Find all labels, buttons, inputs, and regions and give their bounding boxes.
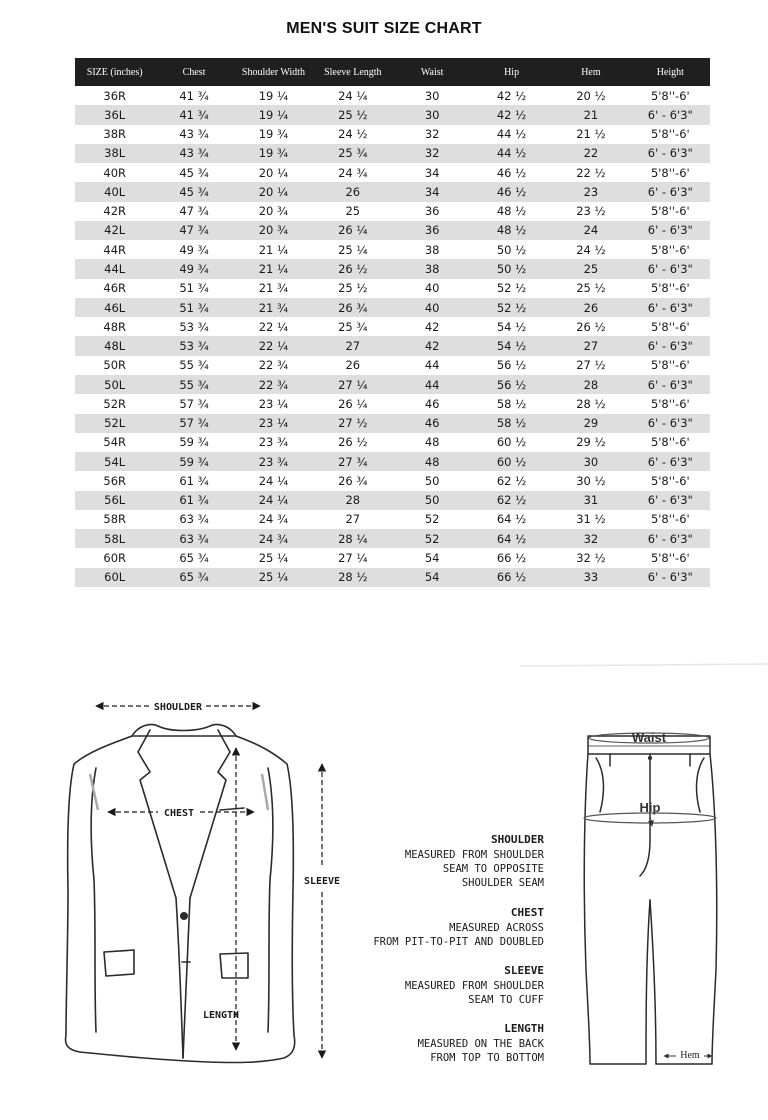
table-cell: 46R [103,281,126,296]
table-cell: 6' - 6'3" [631,529,710,548]
table-cell: 27 ½ [576,358,606,373]
table-cell: 40R [103,165,126,180]
table-cell: 27 ¼ [338,551,368,565]
desc-shoulder-heading: SHOULDER [491,833,544,846]
table-cell: 23 ¾ [258,435,289,450]
waist-measure [589,730,709,745]
waist-label: Waist [631,730,667,745]
table-cell: 63 ¾ [154,529,233,548]
table-cell: 44 [424,358,440,373]
table-cell: 40 [393,298,472,317]
table-cell: 30 [551,452,630,471]
table-row [75,86,710,105]
table-cell: 62 ½ [496,473,527,488]
table-row [75,221,710,240]
table-row [75,240,710,259]
hem-label: Hem [680,1050,700,1061]
table-cell: 42R [103,204,126,219]
column-header: Shoulder Width [234,58,313,86]
table-row [75,336,710,355]
column-header: Chest [154,58,233,86]
table-cell: 5'8''-6' [650,165,690,180]
table-cell: 58L [75,529,154,548]
table-cell: 26 ¼ [338,396,368,411]
desc-length-heading: LENGTH [504,1022,544,1035]
table-cell: 20 ½ [576,88,606,103]
table-cell: 31 [551,491,630,510]
table-cell: 47 ¾ [154,221,233,240]
table-cell: 20 ¼ [258,165,289,180]
table-cell: 42 [424,319,440,334]
table-cell: 40L [75,182,154,201]
table-cell: 52 ½ [496,281,527,296]
table-cell: 48 ½ [496,204,527,219]
table-row [75,356,710,375]
table-row [75,510,710,529]
table-cell: 48 [424,435,440,450]
table-cell: 55 ¾ [154,375,233,394]
table-cell: 60 ½ [472,452,551,471]
jacket-illustration [66,724,295,1062]
table-row [75,163,710,182]
table-cell: 6' - 6'3" [631,144,710,163]
table-cell: 55 ¾ [179,358,209,373]
table-cell: 47 ¾ [179,204,209,219]
desc-chest-heading: CHEST [510,906,544,919]
table-cell: 22 ¼ [234,336,313,355]
table-cell: 60 ½ [496,435,527,450]
desc-length-line: FROM TOP TO BOTTOM [430,1052,544,1064]
table-cell: 54R [103,435,126,450]
table-cell: 33 [551,568,630,587]
table-cell: 24 ¾ [234,529,313,548]
table-cell: 44R [103,242,126,257]
table-cell: 24 ½ [576,242,606,257]
table-cell: 27 ¾ [313,452,392,471]
table-cell: 6' - 6'3" [631,452,710,471]
table-cell: 24 ½ [338,127,368,142]
table-cell: 21 ¾ [234,298,313,317]
table-cell: 48 ½ [472,221,551,240]
table-cell: 5'8''-6' [650,88,690,103]
table-cell: 52 [393,529,472,548]
table-cell: 26 ¾ [313,298,392,317]
desc-length-line: MEASURED ON THE BACK [417,1038,544,1050]
table-cell: 5'8''-6' [650,512,690,527]
table-cell: 22 ¼ [258,319,289,334]
table-cell: 52 [424,512,440,527]
table-cell: 31 ½ [576,512,606,527]
table-cell: 61 ¾ [179,473,209,488]
table-cell: 5'8''-6' [650,396,690,411]
table-cell: 24 ¼ [338,88,368,103]
table-cell: 5'8''-6' [650,358,690,373]
table-cell: 56 ½ [472,375,551,394]
table-row [75,317,710,336]
table-cell: 21 ¼ [234,259,313,278]
table-row [75,375,710,394]
table-cell: 28 [551,375,630,394]
desc-sleeve-line: SEAM TO CUFF [468,994,544,1006]
table-cell: 63 ¾ [179,512,209,527]
table-cell: 20 ¾ [234,221,313,240]
table-cell: 49 ¾ [179,242,209,257]
table-row [75,125,710,144]
table-cell: 26 ¾ [338,473,368,488]
table-cell: 61 ¾ [154,491,233,510]
table-row [75,568,710,587]
table-cell: 38L [75,144,154,163]
desc-sleeve-heading: SLEEVE [504,964,544,977]
table-cell: 59 ¾ [154,452,233,471]
desc-shoulder-line: SHOULDER SEAM [461,877,544,889]
desc-chest-line: MEASURED ACROSS [449,922,544,934]
table-header-row [75,58,710,86]
table-cell: 48R [103,319,126,334]
table-cell: 50R [103,358,126,373]
table-cell: 26 ½ [313,259,392,278]
table-cell: 50 [393,491,472,510]
table-cell: 25 ¾ [313,144,392,163]
hem-measure [664,1048,712,1061]
table-cell: 43 ¾ [179,127,209,142]
pants-illustration [584,736,716,1064]
table-cell: 53 ¾ [154,336,233,355]
table-cell: 54L [75,452,154,471]
table-cell: 6' - 6'3" [631,491,710,510]
page-title: MEN'S SUIT SIZE CHART [286,20,482,37]
table-cell: 58R [103,512,126,527]
table-cell: 48 [393,452,472,471]
column-header: Hem [551,58,630,86]
table-cell: 42 [393,336,472,355]
table-cell: 42 ½ [472,105,551,124]
table-cell: 44 ½ [496,127,527,142]
table-cell: 21 ¼ [258,242,289,257]
table-cell: 21 ¾ [258,281,289,296]
table-cell: 28 ½ [313,568,392,587]
table-cell: 43 ¾ [154,144,233,163]
table-cell: 54 [424,551,440,565]
table-cell: 27 [313,336,392,355]
table-cell: 20 ¼ [234,182,313,201]
table-cell: 5'8''-6' [650,473,690,488]
column-header: Waist [393,58,472,86]
table-cell: 6' - 6'3" [631,375,710,394]
table-cell: 32 ½ [576,551,606,565]
table-cell: 27 [551,336,630,355]
measurement-descriptions [373,833,544,1064]
table-cell: 6' - 6'3" [631,221,710,240]
table-cell: 66 ½ [496,551,527,565]
table-cell: 25 ¾ [338,319,368,334]
table-cell: 48L [75,336,154,355]
table-cell: 40 [424,281,440,296]
table-cell: 41 ¾ [179,88,209,103]
table-cell: 52R [103,396,126,411]
table-cell: 38 [424,242,440,257]
table-cell: 52 ½ [472,298,551,317]
table-cell: 36R [103,88,126,103]
table-cell: 30 ½ [576,473,606,488]
shoulder-measure [96,702,260,713]
table-row [75,182,710,201]
table-cell: 32 [551,529,630,548]
table-cell: 50 [424,473,440,488]
table-cell: 38R [103,127,126,142]
table-cell: 65 ¾ [154,568,233,587]
table-cell: 5'8''-6' [650,281,690,296]
table-cell: 57 ¾ [179,396,209,411]
table-cell: 22 [551,144,630,163]
table-row [75,279,710,298]
table-cell: 5'8''-6' [650,551,690,565]
table-cell: 65 ¾ [179,551,209,565]
table-cell: 25 [551,259,630,278]
column-header: Height [631,58,710,86]
table-cell: 46 ½ [472,182,551,201]
table-cell: 58 ½ [496,396,527,411]
table-cell: 50 ½ [496,242,527,257]
table-cell: 26 ½ [576,319,606,334]
table-cell: 30 [393,105,472,124]
table-cell: 64 ½ [472,529,551,548]
table-cell: 24 ¾ [258,512,289,527]
table-cell: 6' - 6'3" [631,568,710,587]
table-cell: 22 ½ [576,165,606,180]
table-cell: 29 [551,414,630,433]
table-cell: 6' - 6'3" [631,336,710,355]
table-cell: 50 ½ [472,259,551,278]
column-header: SIZE (inches) [75,58,154,86]
table-cell: 49 ¾ [154,259,233,278]
table-cell: 28 ½ [576,396,606,411]
table-row [75,452,710,471]
table-cell: 23 ½ [576,204,606,219]
table-cell: 19 ¾ [258,127,289,142]
table-cell: 52L [75,414,154,433]
table-cell: 22 ¾ [234,375,313,394]
table-cell: 19 ¾ [234,144,313,163]
shoulder-label: SHOULDER [153,702,203,713]
table-cell: 42L [75,221,154,240]
table-cell: 6' - 6'3" [631,105,710,124]
table-cell: 24 ¼ [234,491,313,510]
table-row [75,259,710,278]
column-header: Hip [472,58,551,86]
table-cell: 26 ¼ [313,221,392,240]
desc-shoulder-line: MEASURED FROM SHOULDER [404,849,544,861]
table-cell: 60L [75,568,154,587]
table-cell: 25 ¼ [258,551,289,565]
table-row [75,202,710,221]
column-header: Sleeve Length [313,58,392,86]
table-cell: 42 ½ [496,88,527,103]
table-cell: 60R [103,551,126,565]
desc-shoulder-line: SEAM TO OPPOSITE [442,863,544,875]
table-cell: 26 [551,298,630,317]
table-cell: 21 ½ [576,127,606,142]
table-row [75,298,710,317]
table-cell: 24 ¾ [338,165,368,180]
table-cell: 28 ¼ [313,529,392,548]
table-cell: 30 [424,88,440,103]
table-cell: 46 ½ [496,165,527,180]
table-cell: 66 ½ [472,568,551,587]
table-cell: 23 ¼ [234,414,313,433]
table-cell: 32 [393,144,472,163]
table-cell: 62 ½ [472,491,551,510]
table-cell: 59 ¾ [179,435,209,450]
table-cell: 19 ¼ [234,105,313,124]
chest-label: CHEST [163,808,195,819]
table-cell: 6' - 6'3" [631,259,710,278]
table-cell: 56R [103,473,126,488]
table-cell: 58 ½ [472,414,551,433]
table-cell: 44 [393,375,472,394]
table-row [75,548,710,567]
table-row [75,394,710,413]
table-cell: 54 [393,568,472,587]
table-cell: 24 [551,221,630,240]
table-cell: 5'8''-6' [650,435,690,450]
table-row [75,105,710,124]
table-cell: 23 [551,182,630,201]
table-cell: 45 ¾ [154,182,233,201]
table-cell: 25 [345,204,361,219]
jacket-button [180,912,188,920]
table-row [75,471,710,490]
table-cell: 22 ¾ [258,358,289,373]
hip-label: Hip [639,800,661,815]
table-cell: 6' - 6'3" [631,182,710,201]
table-cell: 5'8''-6' [650,204,690,219]
table-cell: 38 [393,259,472,278]
length-label: LENGTH [202,1010,240,1021]
table-cell: 53 ¾ [179,319,209,334]
table-cell: 29 ½ [576,435,606,450]
table-row [75,433,710,452]
table-cell: 57 ¾ [154,414,233,433]
table-cell: 19 ¼ [258,88,289,103]
table-row [75,144,710,163]
table-cell: 25 ¼ [234,568,313,587]
table-cell: 23 ¾ [234,452,313,471]
table-cell: 6' - 6'3" [631,414,710,433]
table-row [75,529,710,548]
table-cell: 56 ½ [496,358,527,373]
size-chart-table [75,58,710,587]
table-cell: 44 ½ [472,144,551,163]
table-cell: 5'8''-6' [650,242,690,257]
table-cell: 46 [393,414,472,433]
table-cell: 26 [345,358,361,373]
table-cell: 27 [345,512,361,527]
table-cell: 51 ¾ [179,281,209,296]
table-cell: 50L [75,375,154,394]
table-cell: 36L [75,105,154,124]
table-cell: 41 ¾ [154,105,233,124]
table-row [75,414,710,433]
table-cell: 54 ½ [472,336,551,355]
table-cell: 34 [424,165,440,180]
table-cell: 20 ¾ [258,204,289,219]
sleeve-label: SLEEVE [303,876,341,887]
table-body [75,86,710,587]
desc-sleeve-line: MEASURED FROM SHOULDER [404,980,544,992]
table-cell: 26 [313,182,392,201]
length-measure [203,748,239,1050]
table-cell: 5'8''-6' [650,127,690,142]
table-cell: 27 ½ [313,414,392,433]
table-cell: 26 ½ [338,435,368,450]
table-cell: 46 [424,396,440,411]
table-cell: 44L [75,259,154,278]
table-cell: 25 ½ [313,105,392,124]
table-cell: 5'8''-6' [650,319,690,334]
table-cell: 28 [313,491,392,510]
table-cell: 36 [424,204,440,219]
sleeve-measure [304,764,340,1058]
table-cell: 6' - 6'3" [631,298,710,317]
measurement-diagram [0,640,768,1120]
table-row [75,491,710,510]
table-cell: 21 [551,105,630,124]
table-cell: 25 ¼ [338,242,368,257]
table-cell: 32 [424,127,440,142]
table-cell: 25 ½ [338,281,368,296]
table-cell: 54 ½ [496,319,527,334]
table-cell: 23 ¼ [258,396,289,411]
table-cell: 45 ¾ [179,165,209,180]
table-cell: 64 ½ [496,512,527,527]
table-cell: 27 ¼ [313,375,392,394]
desc-chest-line: FROM PIT-TO-PIT AND DOUBLED [373,936,544,948]
table-cell: 25 ½ [576,281,606,296]
table-cell: 51 ¾ [154,298,233,317]
table-cell: 34 [393,182,472,201]
table-cell: 24 ¼ [258,473,289,488]
table-cell: 36 [393,221,472,240]
table-cell: 56L [75,491,154,510]
table-cell: 46L [75,298,154,317]
